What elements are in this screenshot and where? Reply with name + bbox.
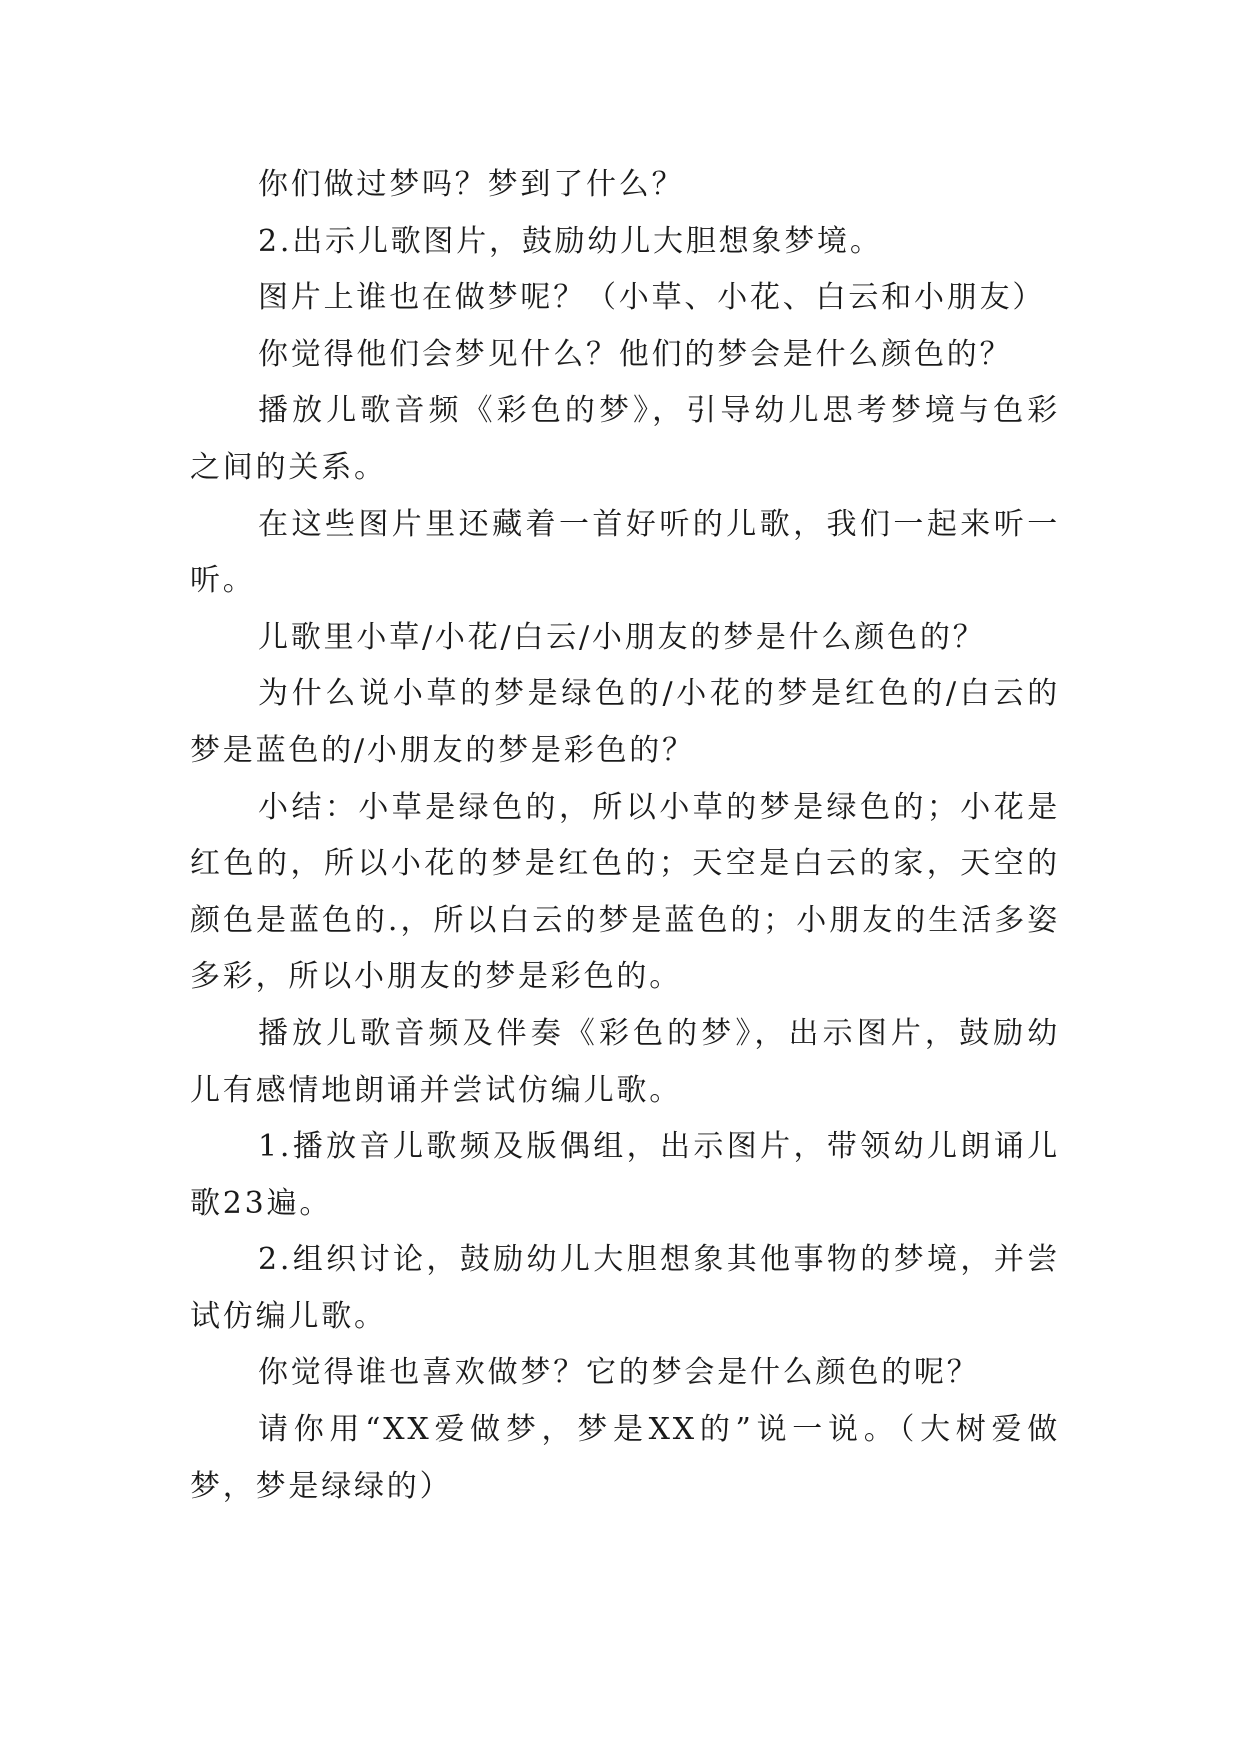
paragraph: 小结：小草是绿色的，所以小草的梦是绿色的；小花是红色的，所以小花的梦是红色的；天空是白云的家，天空的颜色是蓝色的.，所以白云的梦是蓝色的；小朋友的生活多姿多彩，所以小朋友的梦是彩色的。 [190, 789, 1060, 995]
paragraph: 图片上谁也在做梦呢？（小草、小花、白云和小朋友） [258, 280, 1046, 316]
paragraph: 你们做过梦吗？梦到了什么？ [258, 167, 685, 202]
paragraph: 2.出示儿歌图片，鼓励幼儿大胆想象梦境。 [258, 223, 883, 259]
paragraph: 2.组织讨论，鼓励幼儿大胆想象其他事物的梦境，并尝试仿编儿歌。 [190, 1242, 1060, 1334]
paragraph: 1.播放音儿歌频及版偶组，出示图片，带领幼儿朗诵儿歌23遍。 [190, 1129, 1060, 1221]
paragraph: 儿歌里小草/小花/白云/小朋友的梦是什么颜色的？ [258, 619, 986, 655]
paragraph: 你觉得他们会梦见什么？他们的梦会是什么颜色的？ [258, 336, 1013, 372]
paragraph: 请你用“XX爱做梦，梦是XX的”说一说。（大树爱做梦，梦是绿绿的） [190, 1412, 1060, 1504]
paragraph: 你觉得谁也喜欢做梦？它的梦会是什么颜色的呢？ [258, 1355, 980, 1391]
document-body [190, 157, 1060, 1515]
paragraph: 为什么说小草的梦是绿色的/小花的梦是红色的/白云的梦是蓝色的/小朋友的梦是彩色的？ [190, 676, 1060, 768]
paragraph: 播放儿歌音频及伴奏《彩色的梦》，出示图片，鼓励幼儿有感情地朗诵并尝试仿编儿歌。 [190, 1015, 1060, 1108]
paragraph: 在这些图片里还藏着一首好听的儿歌，我们一起来听一听。 [190, 506, 1060, 599]
paragraph: 播放儿歌音频《彩色的梦》，引导幼儿思考梦境与色彩之间的关系。 [190, 393, 1060, 485]
